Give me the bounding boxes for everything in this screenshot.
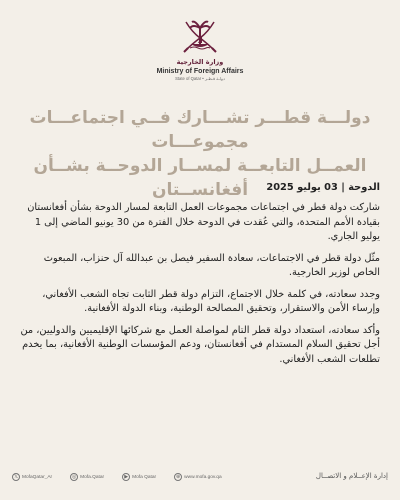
footer — [12, 470, 388, 490]
social-handle-instagram[interactable] — [70, 473, 104, 481]
website-link[interactable] — [174, 473, 222, 481]
youtube-icon: ▶ — [122, 473, 130, 481]
article-body — [18, 181, 380, 374]
website-text: www.mofa.gov.qa — [184, 474, 222, 480]
paragraph-1: شاركت دولة قطر في اجتماعات مجموعات العمل التابعة لمسار الدوحة بشأن أفغانستان بقيادة الأمم المتحدة، والتي عُقدت في الدوحة خلال الفترة من 30 يونيو الماضي إلى 1 يوليو الجاري. — [27, 202, 380, 242]
logo-arabic-name: وزارة الخارجية — [176, 58, 224, 66]
title-line-1: دولـــة قطـــر تشـــارك فــي اجتماعـــات مجموعـــات — [29, 108, 371, 152]
logo-english-name: Ministry of Foreign Affairs — [156, 68, 244, 75]
social-links — [12, 473, 222, 481]
x-handle-text: MofaQatar_Ar — [22, 474, 53, 480]
instagram-handle-text: Mofa.Qatar — [80, 474, 105, 480]
social-handle-youtube[interactable] — [122, 473, 156, 481]
instagram-icon: ◎ — [71, 473, 77, 480]
x-icon: 𝕏 — [13, 473, 19, 480]
paragraph-2: مثّل دولة قطر في الاجتماعات، سعادة السفير فيصل بن عبدالله آل حنزاب، المبعوث الخاص لوزير الخارجية. — [43, 252, 380, 278]
globe-icon: ⊕ — [176, 473, 181, 480]
logo-state-line: State of Qatar • دولـة قـطـر — [175, 76, 225, 81]
qatar-emblem-icon — [178, 14, 222, 58]
ministry-logo — [150, 14, 250, 82]
paragraph-4: وأكد سعادته، استعداد دولة قطر التام لمواصلة العمل مع شركائها الإقليميين والدوليين، من أجل تحقيق السلام المستدام في أفغانستان، ودعم المؤسسات الوطنية الأفغانية، بما يخدم تطلعات الشعب الأفغاني. — [20, 324, 380, 365]
social-handle-x[interactable] — [12, 473, 52, 481]
paragraph-3: وجدد سعادته، في كلمة خلال الاجتماع، التزام دولة قطر الثابت تجاه الشعب الأفغاني، وإرساء الأمن والاستقرار، وتحقيق المصالحة الوطنية، وبناء الدولة الأفغانية. — [42, 288, 380, 314]
title-line-2: العمــل التابعــة لمســار الدوحــة بشــأن أفغانســتان — [33, 156, 367, 200]
department-name: إدارة الإعــلام و الاتصــال — [315, 472, 388, 480]
youtube-handle-text: Mofa Qatar — [132, 474, 157, 480]
dateline: الدوحة | 03 يوليو 2025 — [266, 182, 380, 193]
